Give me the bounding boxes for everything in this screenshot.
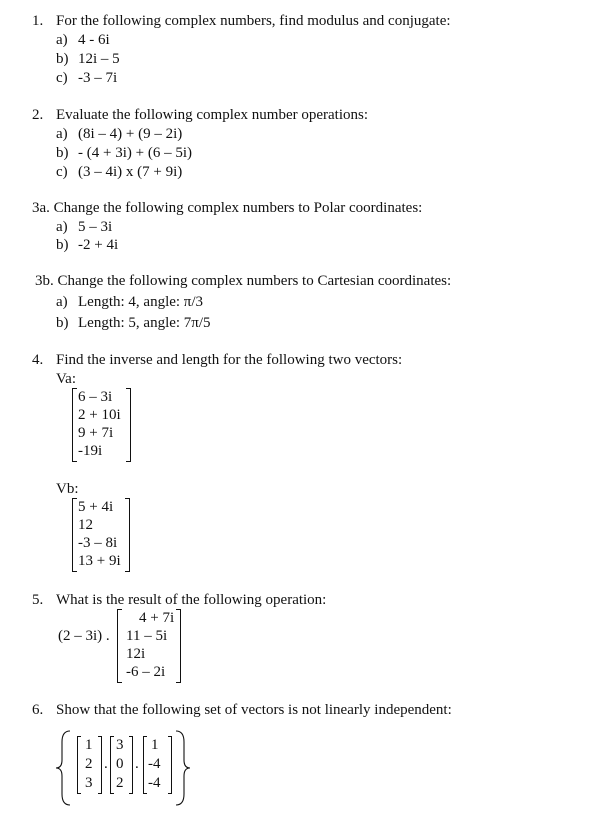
q2-option-b: - (4 + 3i) + (6 – 5i) bbox=[78, 145, 192, 161]
q2-option-c-label: c) bbox=[56, 164, 68, 180]
q1-option-c: -3 – 7i bbox=[78, 70, 118, 86]
q3b-option-a: Length: 4, angle: π/3 bbox=[78, 294, 204, 310]
q3a-option-b: -2 + 4i bbox=[78, 237, 119, 253]
right-brace bbox=[176, 731, 190, 805]
q5-text: What is the result of the following operation: bbox=[56, 592, 327, 608]
q1-number: 1. bbox=[32, 13, 44, 29]
q6-text: Show that the following set of vectors is not linearly independent: bbox=[56, 702, 452, 718]
set-v2-entry-3: 2 bbox=[116, 775, 124, 791]
bracket-left bbox=[72, 498, 77, 572]
bracket-right bbox=[129, 736, 133, 794]
vb-entry-1: 5 + 4i bbox=[78, 499, 114, 515]
bracket-right bbox=[168, 736, 172, 794]
set-v2-entry-2: 0 bbox=[116, 756, 124, 772]
q2-option-c: (3 – 4i) x (7 + 9i) bbox=[78, 164, 183, 180]
q1-option-b-label: b) bbox=[56, 51, 69, 67]
q3a-option-a: 5 – 3i bbox=[78, 219, 113, 235]
q5-vector bbox=[117, 609, 181, 683]
q5-number: 5. bbox=[32, 592, 44, 608]
vector-va bbox=[72, 388, 132, 462]
q3b-option-a-label: a) bbox=[56, 294, 68, 310]
set-separator-2: . bbox=[135, 756, 139, 772]
va-entry-4: -19i bbox=[78, 443, 103, 459]
set-v3-entry-3: -4 bbox=[148, 775, 161, 791]
bracket-right bbox=[125, 498, 130, 572]
q5-entry-4: -6 – 2i bbox=[126, 664, 166, 680]
bracket-left bbox=[72, 388, 77, 462]
vb-entry-2: 12 bbox=[78, 517, 93, 533]
q1-option-c-label: c) bbox=[56, 70, 68, 86]
q3a-text: 3a. Change the following complex numbers to Polar coordinates: bbox=[32, 200, 423, 216]
bracket-left bbox=[143, 736, 147, 794]
va-entry-2: 2 + 10i bbox=[78, 407, 121, 423]
va-label: Va: bbox=[56, 371, 76, 387]
va-entry-3: 9 + 7i bbox=[78, 425, 114, 441]
vb-label: Vb: bbox=[56, 481, 79, 497]
bracket-left bbox=[117, 609, 122, 683]
q5-entry-3: 12i bbox=[126, 646, 146, 662]
set-vector-3 bbox=[143, 736, 173, 794]
bracket-right bbox=[98, 736, 102, 794]
set-vector-1 bbox=[77, 736, 103, 794]
q1-option-a: 4 - 6i bbox=[78, 32, 110, 48]
q1-option-b: 12i – 5 bbox=[78, 51, 120, 67]
vb-entry-4: 13 + 9i bbox=[78, 553, 121, 569]
bracket-right bbox=[176, 609, 181, 683]
left-brace bbox=[56, 731, 70, 805]
set-v2-entry-1: 3 bbox=[116, 737, 124, 753]
q2-option-a-label: a) bbox=[56, 126, 68, 142]
bracket-right bbox=[126, 388, 131, 462]
q2-option-a: (8i – 4) + (9 – 2i) bbox=[78, 126, 183, 142]
set-v3-entry-1: 1 bbox=[151, 737, 159, 753]
bracket-left bbox=[110, 736, 114, 794]
set-v3-entry-2: -4 bbox=[148, 756, 161, 772]
q1-text: For the following complex numbers, find modulus and conjugate: bbox=[56, 13, 451, 29]
vb-entry-3: -3 – 8i bbox=[78, 535, 118, 551]
q3a-option-a-label: a) bbox=[56, 219, 68, 235]
set-v1-entry-1: 1 bbox=[85, 737, 93, 753]
q2-number: 2. bbox=[32, 107, 44, 123]
q2-text: Evaluate the following complex number operations: bbox=[56, 107, 368, 123]
q5-entry-2: 11 – 5i bbox=[126, 628, 168, 644]
q6-number: 6. bbox=[32, 702, 44, 718]
set-v1-entry-2: 2 bbox=[85, 756, 93, 772]
q5-entry-1: 4 + 7i bbox=[139, 610, 175, 626]
q3b-option-b-label: b) bbox=[56, 315, 69, 331]
q4-text: Find the inverse and length for the following two vectors: bbox=[56, 352, 403, 368]
q3a-option-b-label: b) bbox=[56, 237, 69, 253]
set-separator-1: . bbox=[104, 756, 108, 772]
q4-number: 4. bbox=[32, 352, 44, 368]
set-vector-2 bbox=[110, 736, 136, 794]
q2-option-b-label: b) bbox=[56, 145, 69, 161]
va-entry-1: 6 – 3i bbox=[78, 389, 113, 405]
vector-vb bbox=[72, 498, 132, 572]
q5-scalar: (2 – 3i) . bbox=[58, 628, 110, 644]
bracket-left bbox=[77, 736, 81, 794]
set-v1-entry-3: 3 bbox=[85, 775, 93, 791]
q3b-text: 3b. Change the following complex numbers to Cartesian coordinates: bbox=[35, 273, 452, 289]
q3b-option-b: Length: 5, angle: 7π/5 bbox=[78, 315, 211, 331]
q1-option-a-label: a) bbox=[56, 32, 68, 48]
